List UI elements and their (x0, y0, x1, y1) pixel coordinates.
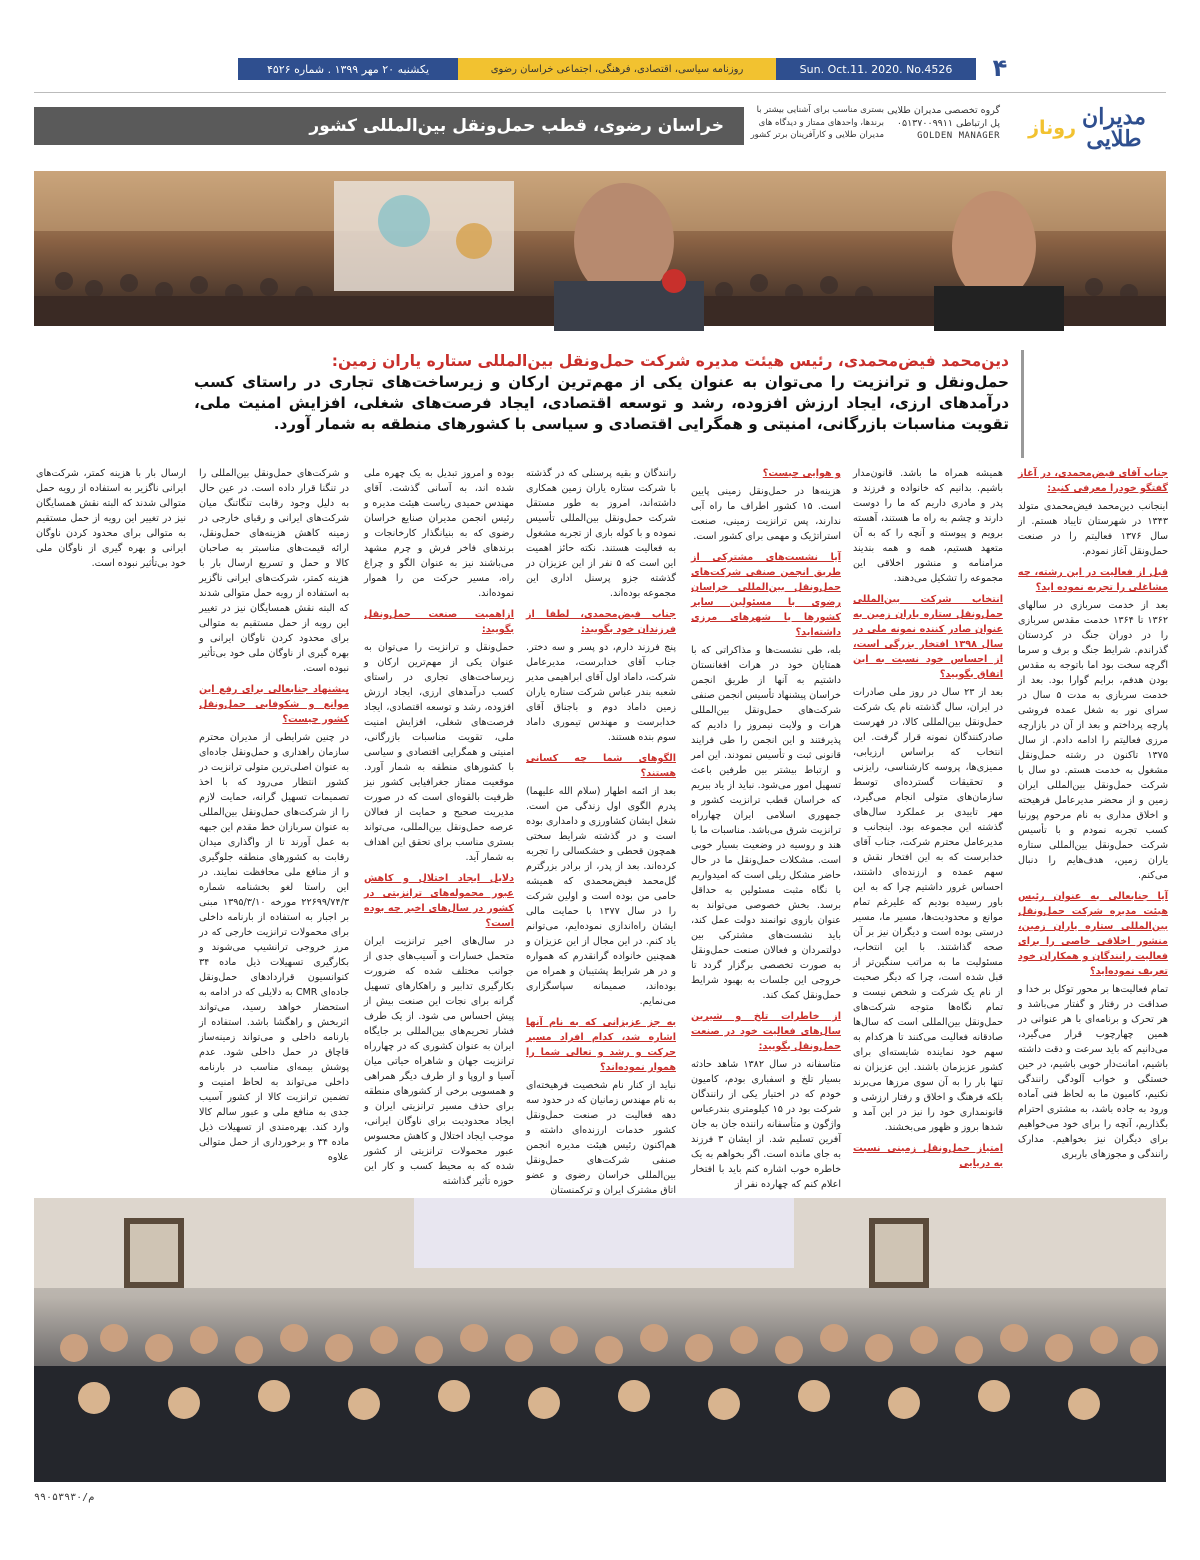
article-column-5 (364, 466, 514, 1187)
interview-question: الگوهای شما چه کسانی هستند؟ (526, 753, 676, 779)
interview-question: جناب آقای فیض‌محمدی، در آغاز گفتگو خودرا معرفی کنید: (1018, 468, 1168, 494)
org-phone: پل ارتباطی ۰۵۱۳۷۰۰۹۹۱۱ (896, 118, 1000, 129)
answer-paragraph: همیشه همراه ما باشد. قانون‌مدار باشیم. بدانیم که خانواده و فرزند و پدر و مادری داریم که ما را دوست دارند و چشم به راه ما هستند، آهسته برویم و پیوسته و آنچه را که به آن متعهد هستیم، همه و همه بندیند مرامنامه و منشور اخلاقی این مجموعه را تشکیل می‌دهند. (853, 468, 1003, 584)
answer-paragraph: و شرکت‌های حمل‌ونقل بین‌المللی را در تنگنا قرار داده است. در عین حال به دلیل وجود رقابت تنگاتنگ میان شرکت‌های ایرانی و رقبای خارجی در زمینه کاهش هزینه‌های حمل‌ونقل، ارائه قیمت‌های مناسبتر به صاحبان کالا و حمل و تسریع ارسال بار با هزینه کمتر، شرکت‌های ایرانی ناگزیر به استفاده از رویه حمل متوالی شدند که البته نقش همسایگان نیز در تغییر این رویه از حمل مستقیم به متوالی برای محدود کردن ناوگان ایرانی و بهره گیری از ناوگان ملی خود بی‌تأثیر نبوده است. (199, 468, 349, 674)
header-divider (34, 92, 1166, 93)
interviewee-title: ، رئیس هیئت مدیره شرکت حمل‌ونقل بین‌المللی ستاره یاران زمین: (331, 352, 844, 370)
answer-paragraph: هزینه‌ها در حمل‌ونقل زمینی پایین است. ۱۵ کشور اطراف ما راه آبی ندارند، پس ترانزیت زمینی، صنعت استراتژیک و مهمی برای کشور است. (691, 486, 841, 542)
interview-question: آیا نشست‌های مشترکی از طریق انجمن صنفی شرکت‌های حمل‌ونقل بین‌المللی خراسان رضوی با مسئولین سایر کشورها یا شهرهای مرزی داشته‌اید؟ (691, 552, 841, 638)
section-title: خراسان رضوی، قطب حمل‌ونقل بین‌المللی کشور (309, 116, 724, 136)
org-tagline (748, 104, 884, 142)
answer-paragraph: بله، طی نشست‌ها و مذاکراتی که با همتایان خود در هرات افغانستان داشتیم به آنها از طریق انجمن خراسان پیشنهاد تأسیس انجمن صنفی شرکت‌های حمل‌ونقل بین‌المللی هرات و ولایت نیمروز را دادیم که پذیرفتند و این انجمن را طی فرایند قانونی ثبت و تأسیس نمودند. این امر و ارتباط بیشتر بین طرفین باعث تسهیل امور می‌شود. نباید از یاد ببریم که خراسان قطب ترانزیت کشور و جمهوری اسلامی ایران چهارراه ترانزیت شرق می‌باشد. مناسبات ما با هند و روسیه در وضعیت بسیار خوبی است. مشکلات حمل‌ونقل ما در حال حاضر مشکل ریلی است که امیدواریم با نگاه مثبت مسئولین به حداقل برسد. بخش خصوصی می‌تواند به عنوان بازوی توانمند دولت عمل کند، باید نشست‌های مشترکی بین دولتمردان و فعالان صنعت حمل‌ونقل به صورت تخصصی برگزار گردد تا خروجی این جلسات به بهبود شرایط حمل‌ونقل کمک کند. (691, 645, 841, 1001)
ceremony-photo-drawing (34, 1198, 1166, 1482)
interview-question: و هوایی چیست؟ (762, 468, 841, 479)
masthead-strip (238, 58, 976, 80)
article-column-6 (199, 466, 349, 1184)
article-column-2 (853, 466, 1003, 1184)
answer-paragraph: پنج فرزند دارم، دو پسر و سه دختر. جناب آقای خدابرست، مدیرعامل شرکت، داماد اول آقای ابراهیمی مدیر شعبه بندر عباس شرکت ستاره یاران زمین داماد دوم و باجناق آقای خدابرست و مهندس تیموری داماد سوم بنده هستند. (526, 642, 676, 743)
issue-date-en: Sun. Oct.11. 2020. No.4526 (776, 58, 976, 80)
interview-question: ازاهمیت صنعت حمل‌ونقل بگویید: (364, 609, 514, 635)
interview-question: پیشنهاد جنابعالی برای رفع این موانع و شکوفایی حمل‌ونقل کشور چیست؟ (199, 684, 349, 725)
article-column-1 (1018, 466, 1168, 1184)
article-column-3 (691, 466, 841, 1190)
golden-manager-logo (1004, 100, 1170, 156)
answer-paragraph: بعد از ائمه اطهار (سلام الله علیهما) پدرم الگوی اول زندگی من است. شغل ایشان کشاورزی و دامداری بوده است و در گذشته شرایط سختی همچون قحطی و خشکسالی را تجربه کرده‌اند. بعد از پدر، از برادر بزرگترم گل‌محمد فیض‌محمدی که همیشه حامی من بوده است و اولین شرکت را در سال ۱۳۷۷ با حمایت مالی ایشان راه‌اندازی نموده‌ایم، می‌توانم یاد کنم. در این مجال از این عزیزان و همچنین خانواده گرانقدرم که همواره و در هر شرایط پشتیبان و همراه من بوده‌اند، صمیمانه سپاسگزاری می‌نمایم. (526, 786, 676, 1007)
answer-paragraph: اینجانب دین‌محمد فیض‌محمدی متولد ۱۳۴۳ در شهرستان تایباد هستم. از سال ۱۳۷۶ فعالیتم را در صنعت حمل‌ونقل آغاز نمودم. (1018, 501, 1168, 557)
answer-paragraph: حمل‌ونقل و ترانزیت را می‌توان به عنوان یکی از مهم‌ترین ارکان و زیرساخت‌های تجاری در راستای کسب درآمدهای ارزی، ایجاد ارزش افزوده، رشد و توسعه اقتصادی، ایجاد فرصت‌های شغلی، افزایش امنیت ملی، تقویت مناسبات بازرگانی، امنیتی و همگرایی اقتصادی و سیاسی با کشورهای منطقه به شمار آورد. موقعیت ممتاز جغرافیایی کشور نیز ظرفیت بالقوه‌ای است که در صورت مدیریت صحیح و حمایت از فعالان عرصه حمل‌ونقل بین‌المللی، می‌تواند بستری مناسب برای تحقق این اهداف به شمار آید. (364, 642, 514, 863)
answer-paragraph: بوده و امروز تبدیل به یک چهره ملی شده اند، به آسانی گذشت. آقای مهندس حمیدی ریاست هیئت مدیره و رئیس انجمن مدیران صنایع خراسان رضوی که به بنیانگذار کارخانجات و برندهای فاخر فرش و چرم مشهد می‌باشند نیز به عنوان الگو و چراغ راه، مسیر حرکت من را هموار نموده‌اند. (364, 468, 514, 599)
answer-paragraph: بعد از خدمت سربازی در سالهای ۱۳۶۲ تا ۱۳۶۴ خدمت مقدس سربازی را در دوران جنگ در کردستان گذراندم. شرایط جنگ و برف و سرما اگرچه سخت بود اما باتوجه به مقدس بودن هدفم، برایم گوارا بود. بعد از خدمت سربازی به مدت ۵ سال در سرای نور به شغل عمده فروشی پارچه پرداختم و بعد از آن در بازارچه مرزی فعالیتم را ادامه دادم. از سال ۱۳۷۵ تاکنون در رشته حمل‌ونقل مشغول به خدمت هستم. دو سال با شرکت حمل‌ونقل بین‌المللی ایران زمین و از محضر مدیرعامل فرهیخته و اخلاق مداری به نام مرحوم پورنیا کسب تجربه نمودم و با تأسیس شرکت حمل‌ونقل بین‌المللی ستاره یاران زمین، هدف‌هایم را دنبال می‌کنم. (1018, 600, 1169, 881)
logo-wordmark (1082, 106, 1146, 150)
section-title-bar (34, 107, 744, 145)
interview-question: آیا جنابعالی به عنوان رئیس هیئت مدیره شرکت حمل‌ونقل بین‌المللی ستاره یاران زمین، منشور اخلاقی خاصی را برای فعالیت رانندگان و همکاران خود تعریف نموده‌اید؟ (1018, 891, 1168, 977)
logo-word-2: طلایی (1086, 126, 1142, 152)
tagline-line-3: مدیران طلایی و کارآفرینان برتر کشور (750, 130, 884, 140)
tagline-line-2: برندها، واحدهای ممتاز و دیدگاه های (758, 117, 884, 128)
answer-paragraph: ارسال بار با هزینه کمتر، شرکت‌های ایرانی ناگزیر به استفاده از رویه حمل متوالی شدند که البته نقش همسایگان نیز در تغییر این رویه از حمل مستقیم به متوالی برای محدود کردن ناوگان ایرانی و بهره گیری از ناوگان ملی خود بی‌تأثیر نبوده است. (36, 468, 186, 569)
interview-question: امتیاز حمل‌ونقل زمینی نسبت به دریایی (853, 1143, 1003, 1169)
tagline-line-1: بستری مناسب برای آشنایی بیشتر با (756, 105, 884, 115)
answer-paragraph: نباید از کنار نام شخصیت فرهیخته‌ای به نام مهندس زمانیان که در حدود سه دهه فعالیت در صنعت حمل‌ونقل کشور خدمات ارزنده‌ای داشته و هم‌اکنون رئیس هیئت مدیره انجمن صنفی شرکت‌های حمل‌ونقل بین‌المللی خراسان رضوی و عضو اتاق مشترک ایران و ترکمنستان (526, 1080, 676, 1196)
interview-photo-drawing (34, 171, 1166, 326)
org-name: گروه تخصصی مدیران طلایی (887, 105, 1000, 116)
logo-prefix: روناز (1028, 117, 1077, 139)
org-info (886, 104, 1000, 143)
interview-question: انتخاب شرکت بین‌المللی حمل‌ونقل ستاره یاران زمین به عنوان صادر کننده نمونه ملی در سال ۱۳۹۸ افتخار بزرگی است، از احساس خود نسبت به این اتفاق بگویید؟ (853, 594, 1004, 680)
lead-quote: حمل‌ونقل و ترانزیت را می‌توان به عنوان یکی از مهم‌ترین ارکان و زیرساخت‌های تجاری در راستای کسب درآمدهای ارزی، ایجاد ارزش افزوده، رشد و توسعه اقتصادی، ایجاد فرصت‌های شغلی، افزایش امنیت ملی، تقویت مناسبات بازرگانی، امنیتی و همگرایی اقتصادی و سیاسی با کشورهای منطقه به شمار آورد. (194, 373, 1009, 433)
interview-question: به جز عزیزانی که به نام آنها اشاره شد، کدام افراد مسیر حرکت و رشد و تعالی شما را هموار نموده‌اند؟ (526, 1017, 676, 1073)
answer-paragraph: در سال‌های اخیر ترانزیت ایران متحمل خسارات و آسیب‌های جدی از جوانب مختلف شده که ضرورت بکارگیری تدابیر و راهکارهای تسهیل گرانه برای نجات این صنعت بیش از پیش احساس می شود. از یک طرف فشار تحریم‌های بین‌المللی بر جایگاه ایران به عنوان کشوری که در چهارراه ترانزیت جهان و شاهراه حیاتی میان آسیا و اروپا و از طرف دیگر همراهی و همسویی برخی از کشورهای منطقه برای حذف مسیر ترانزیتی ایران و ایجاد محدودیت برای ناوگان ایرانی، موجب ایجاد اختلال و کاهش محسوس عبور محمولات ترانزیتی از کشور شده که به محیط کسب و کار این حوزه تأثیر گذاشته (364, 936, 514, 1187)
lead-heading (194, 350, 1009, 372)
issue-date-fa: یکشنبه ۲۰ مهر ۱۳۹۹ . شماره ۴۵۲۶ (238, 58, 458, 80)
answer-paragraph: رانندگان و بقیه پرسنلی که در گذشته با شرکت ستاره یاران زمین همکاری داشته‌اند، امروز به طور مستقل شرکت حمل‌ونقل بین‌المللی تأسیس نموده و با کوله باری از تجربه مشغول به فعالیت هستند. نکته حائز اهمیت این است که ۵ نفر از این عزیزان در گذشته جزو پرسنل اداری این مجموعه بوده‌اند. (526, 468, 676, 599)
logo-word-1: مدیران (1082, 104, 1146, 130)
footer-code: م/۹۹۰۵۳۹۳۰ (34, 1492, 95, 1503)
ceremony-group-photo (34, 1198, 1166, 1482)
org-latin-name: GOLDEN MANAGER (917, 131, 1000, 141)
interview-photo (34, 171, 1166, 326)
answer-paragraph: تمام فعالیت‌ها بر محور توکل بر خدا و صداقت در رفتار و گفتار می‌باشد و هر تحرک و برنامه‌ای با هر عنوانی در همین چهارچوب قرار می‌گیرد، می‌دانیم که باید سرعت و دقت داشته باشیم، امانت‌دار خوبی باشیم، در حین خستگی و خواب آلودگی رانندگی نکنیم، کامیون ما به لحاظ فنی آماده ورود به جاده باشد، به مشتری احترام بگذاریم، آنچه را برای خود می‌خواهیم برای دیگران نیز بخواهیم. مدارک رانندگی و مجوزهای باربری (1018, 984, 1168, 1160)
interview-question: از خاطرات تلخ و شیرین سال‌های فعالیت خود در صنعت حمل‌ونقل بگویید: (691, 1011, 841, 1052)
interview-question: دلایل ایجاد اختلال و کاهش عبور محموله‌های ترانزیتی در کشور در سال‌های اخیر چه بوده است؟ (364, 873, 514, 929)
paper-descriptor: روزنامه سیاسی، اقتصادی، فرهنگی، اجتماعی خراسان رضوی (458, 58, 776, 80)
interview-question: جناب فیض‌محمدی، لطفا از فرزندان خود بگویید: (526, 609, 676, 635)
page-number: ۴ (992, 54, 1008, 82)
interviewee-name: دین‌محمد فیض‌محمدی (843, 352, 1009, 370)
article-column-4 (526, 466, 676, 1196)
article-column-7 (36, 466, 186, 1184)
answer-paragraph: در چنین شرایطی از مدیران محترم سازمان راهداری و حمل‌ونقل جاده‌ای به عنوان اصلی‌ترین متولی ترانزیت در کشور انتظار می‌رود که با اخذ تصمیمات تسهیل گرانه، حمایت لازم را از شرکت‌های حمل‌ونقل بین‌المللی به عنوان سربازان خط مقدم این جبهه به عمل آورند تا از واگذاری میدان رقابت به کشورهای منطقه جلوگیری و از منافع ملی محافظت نمایند. در این راستا لغو بخشنامه شماره ۲۲۶۹۹/۷۴/۳ مورخه ۱۳۹۵/۳/۱۰ مبنی بر اجبار به استفاده از بارنامه داخلی برای محمولات ترانزیت خارجی که در مرز خروجی ترانشیپ می‌شوند و بکارگیری تسهیلات ذیل ماده ۳۴ کنوانسیون قراردادهای حمل‌ونقل جاده‌ای CMR به دلایلی که در ادامه به استحضار خواهد رسید، می‌تواند اثربخش و راهگشا باشد. استفاده از بارنامه داخلی و می‌تواند زمینه‌ساز قاچاق در حمل داخلی شود. عدم پوشش بیمه‌ای مناسب در بارنامه داخلی می‌تواند به لحاظ امنیت و تضمین ترانزیت کالا از کشور آسیب جدی به منافع ملی و عبور سالم کالا وارد کند. بهره‌مندی از تسهیلات ذیل ماده ۳۴ و برخورداری از حمل متوالی علاوه (199, 732, 349, 1163)
lead-block (194, 350, 1024, 458)
answer-paragraph: متاسفانه در سال ۱۳۸۲ شاهد حادثه بسیار تلخ و اسفباری بودم، کامیون خودم که در اختیار یکی از رانندگان شرکت بود در ۱۵ کیلومتری بندرعباس واژگون و متأسفانه راننده جان به جان آفرین تسلیم شد. از ایشان ۳ فرزند به جای مانده است. اگر بخواهم به یک خاطره خوب اشاره کنم باید با افتخار اعلام کنم که چهارده نفر از (691, 1059, 841, 1190)
answer-paragraph: بعد از ۲۳ سال در روز ملی صادرات در ایران، سال گذشته نام یک شرکت حمل‌ونقل بین‌المللی کالا، در فهرست صادرکنندگان نمونه قرار گرفت. این انتخاب که براساس ارزیابی، ممیزی‌ها، پروسه کارشناسی، رایزنی و تحقیقات گسترده‌ای توسط سازمان‌های متولی انجام می‌گیرد، مهر تاییدی بر عملکرد سال‌های گذشته این مجموعه بود. اینجانب و مدیرعامل محترم شرکت، جناب آقای خدابرست که به این افتخار نقش و سهم عمده و ارزنده‌ای داشتند، احساس غرور داشتیم چرا که به این باور رسیده بودیم که علیرغم تمام موانع و محدودیت‌ها، مسیر ما، مسیر درستی بوده است و دیگران نیز بر آن صحه گذاشتند. با این انتخاب، مسئولیت ما به مراتب سنگین‌تر از قبل شده است، چرا که دیگر صحبت از نام یک شرکت و شخص نیست و تمام نگاه‌ها متوجه شرکت‌های حمل‌ونقل بین‌المللی است که سال‌ها صادقانه فعالیت می‌کنند تا هرکدام به سهم خود نماینده شایسته‌ای برای کشور عزیزمان باشند. این عزیزان نه تنها بار را به آن سوی مرزها می‌برند بلکه فرهنگ و اخلاق و رفتار ارزشی و قانونمداری خود را نیز در این آمد و شدها بروز و ظهور می‌بخشند. (853, 687, 1004, 1133)
interview-question: قبل از فعالیت در این رشته، چه مشاغلی را تجربه نموده اید؟ (1018, 567, 1168, 593)
